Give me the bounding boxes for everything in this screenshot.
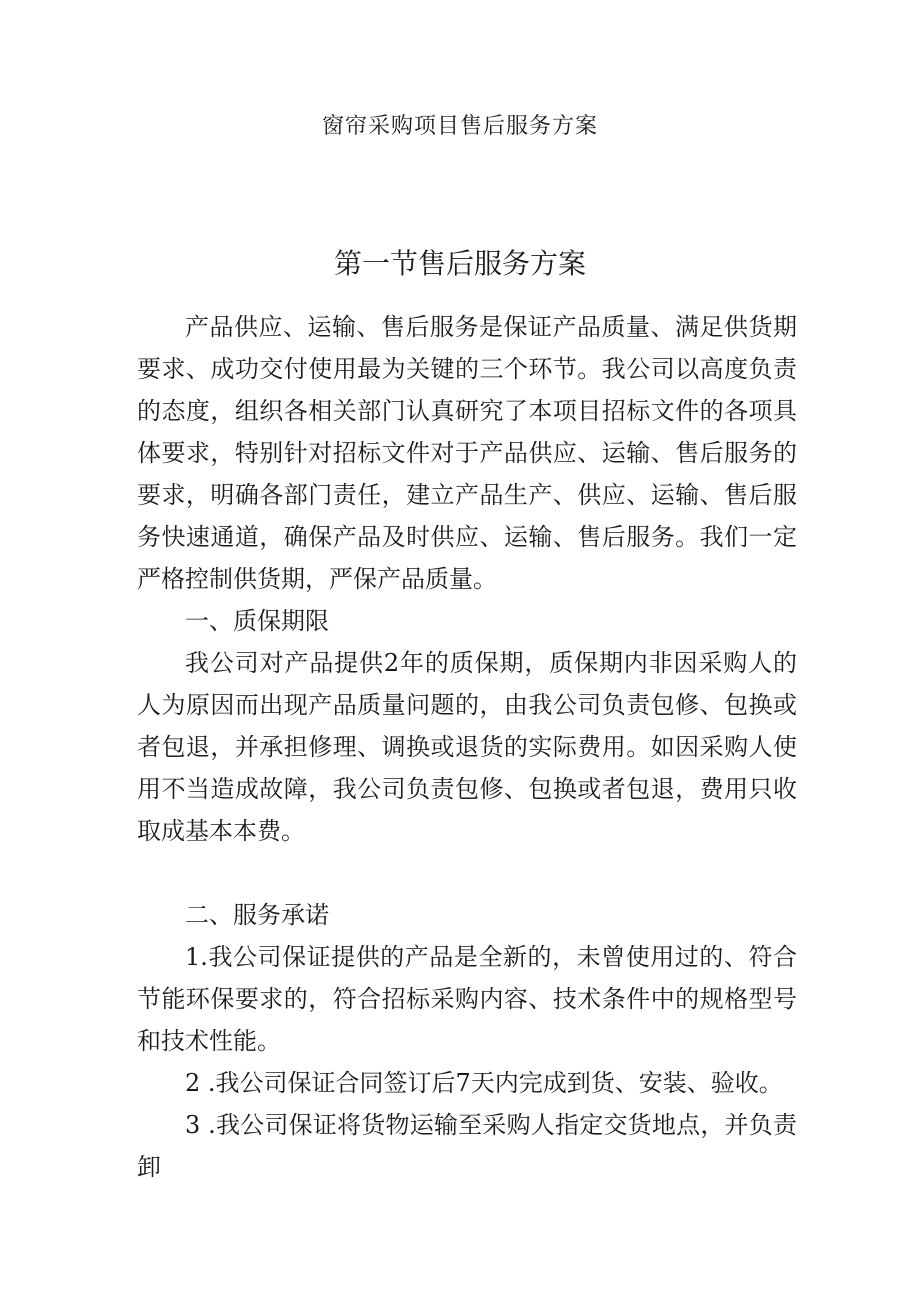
service-item-1: 1.我公司保证提供的产品是全新的，未曾使用过的、符合节能环保要求的，符合招标采购内容、技术条件中的规格型号和技术性能。 <box>137 943 797 1055</box>
service-item-3: 3 .我公司保证将货物运输至采购人指定交货地点，并负责卸 <box>137 1111 797 1181</box>
warranty-paragraph: 我公司对产品提供2年的质保期，质保期内非因采购人的人为原因而出现产品质量问题的，由我公司负责包修、包换或者包退，并承担修理、调换或退货的实际费用。如因采购人使用不当造成故障，我公司负责包修、包换或者包退，费用只收取成基本本费。 <box>137 649 797 845</box>
document-body <box>137 306 797 1188</box>
section-heading-service: 二、服务承诺 <box>185 901 329 929</box>
section-heading-warranty: 一、质保期限 <box>185 607 329 635</box>
blank-line <box>137 852 797 894</box>
service-item-2: 2 .我公司保证合同签订后7天内完成到货、安装、验收。 <box>185 1069 783 1097</box>
document-title: 窗帘采购项目售后服务方案 <box>321 114 598 139</box>
intro-paragraph: 产品供应、运输、售后服务是保证产品质量、满足供货期要求、成功交付使用最为关键的三个环节。我公司以高度负责的态度，组织各相关部门认真研究了本项目招标文件的各项具体要求，特别针对招标文件对于产品供应、运输、售后服务的要求，明确各部门责任，建立产品生产、供应、运输、售后服务快速通道，确保产品及时供应、运输、售后服务。我们一定严格控制供货期，严保产品质量。 <box>137 313 797 593</box>
section-title: 第一节售后服务方案 <box>333 247 586 280</box>
